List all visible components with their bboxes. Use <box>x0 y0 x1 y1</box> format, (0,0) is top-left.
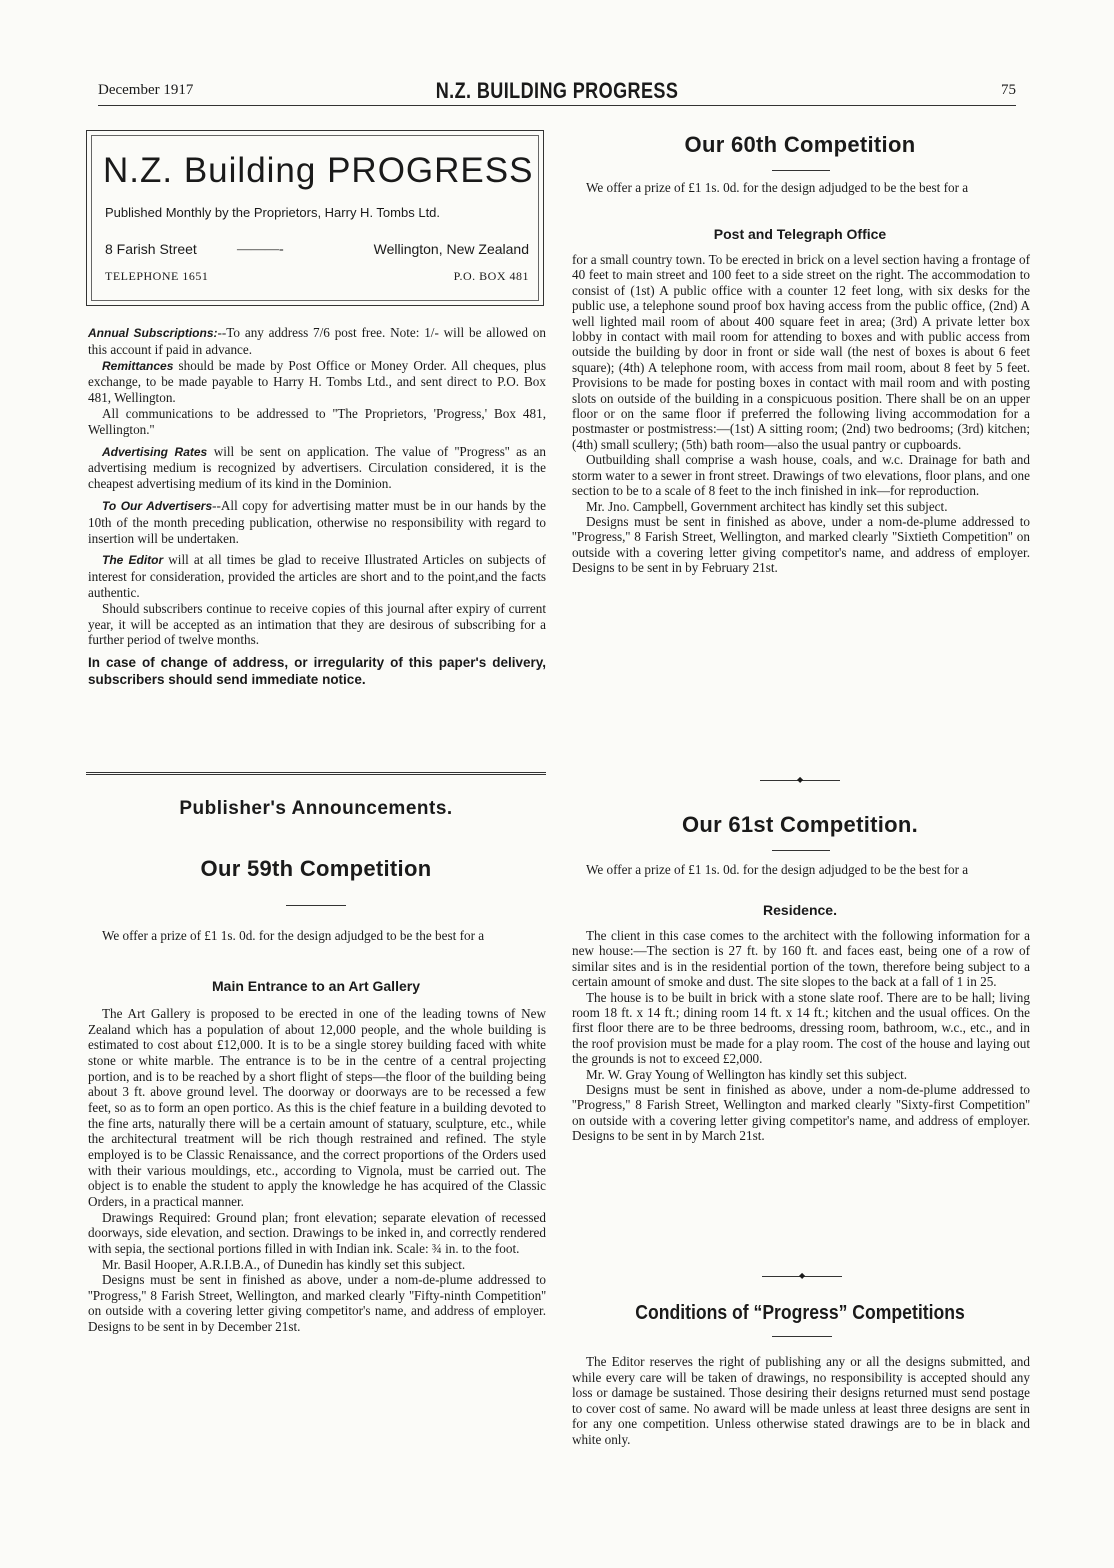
info-box <box>86 130 544 306</box>
comp59-subject: Main Entrance to an Art Gallery <box>212 978 420 994</box>
comp60-rule <box>772 170 830 171</box>
notice-annual: Annual Subscriptions:--To any address 7/6 post free. Note: 1/- will be allowed on this account if paid in advance. <box>88 325 546 357</box>
info-box-title: N.Z. Building PROGRESS <box>103 151 534 190</box>
telephone: TELEPHONE 1651 <box>105 269 209 283</box>
street-address: 8 Farish Street <box>105 241 197 257</box>
comp60-p1: for a small country town. To be erected in brick on a level section having a frontage of 40 feet to main street and 100 feet to a side street on the right. The accommodation to consist of (1st) A public office with a counter 12 feet long, with six desks for the public use, a telephone sound proof box having access from the public office, (2nd) A well lighted mail room of about 400 square feet in area; (3rd) A private letter box lobby in contact with mail room for attending to boxes and with public access from outside the building by door in front or side wall (the nest of boxes is about 6 feet square); (4th) A telephone room, with access from mail room, about 8 feet by 5 feet. Provisions to be made for posting boxes in contact with mail room and with posting slots on outside of the building in a conspicuous position. There shall be on an upper floor or on the same floor if preferred the following living accommodation for a postmaster or postmistress:—(1st) A sitting room; (2nd) two bedrooms; (3rd) kitchen; (4th) small scullery; (5th) bath room—also the usual pantry or cupboards. <box>572 252 1030 452</box>
comp59-p4: Designs must be sent in finished as above, under a nom-de-plume addressed to ''Progress,'' 8 Farish Street, Wellington, and marked clearly ''Fifty-ninth Competition'' on outside with a covering letter giving competitor's name, and address of employer. Designs to be sent in by December 21st. <box>88 1272 546 1335</box>
comp59-p2: Drawings Required: Ground plan; front elevation; separate elevation of recessed doorways, side elevation, and section. Drawings to be inked in, and correctly rendered with sepia, the sectional portions filled in with Indian ink. Scale: ¾ in. to the foot. <box>88 1209 546 1256</box>
running-header <box>98 78 1016 104</box>
section-separator <box>86 772 546 775</box>
comp61-p2: The house is to be built in brick with a stone slate roof. There are to be hall; living room 18 ft. x 14 ft.; dining room 14 ft. x 14 ft.; kitchen and the usual offices. On the first floor there are to be three bedrooms, dressing room, bathroom, w.c., etc., and in the roof provision must be made for a play room. The cost of the house and laying out the grounds is not to exceed £2,000. <box>572 989 1030 1067</box>
comp60-p2: Outbuilding shall comprise a wash house, coals, and w.c. Drainage for bath and storm water to a sewer in front street. Drawings of two elevations, floor plans, and one section to be to a scale of 8 feet to the inch finished in ink—for reproduction. <box>572 452 1030 499</box>
comp60-subject: Post and Telegraph Office <box>713 226 887 242</box>
comp61-rule <box>772 850 830 851</box>
notice-advertisers: To Our Advertisers--All copy for advertising matter must be in our hands by the 10th of the month preceding publication, otherwise no responsibility with regard to insertion will be undertaken. <box>88 497 546 546</box>
conditions-text: The Editor reserves the right of publishing any or all the designs submitted, and while every care will be taken of drawings, no responsibility is accepted should any loss or damage be sustained. Those desiring their designs returned must send postage to cover cost of same. No award will be made unless at least three designs are sent in for any one competition. Unless otherwise stated drawings are to be in black and white only. <box>572 1354 1030 1447</box>
comp59-p1: The Art Gallery is proposed to be erected in one of the leading towns of New Zealand which has a population of about 12,000 people, and the whole building is estimated to cost about £12,000. It is to be a single storey building faced with white stone or white marble. The entrance is to be in the centre of a central projecting portion, and is to be reached by a short flight of steps—the floor of the building being about 3 ft. above ground level. The doorway or doorways are to be recessed a few feet, so as to form an open portico. As this is the chief feature in a building devoted to the fine arts, naturally there will be a certain amount of statuary, sculpture, etc., while the architectural treatment will be rich though restrained and refined. The style employed is to be Classic Renaissance, and the correct proportions of the Orders used with their various mouldings, etc., according to Vignola, must be carried out. The object is to enable the student to apply the knowledge he has acquired of the Classic Orders, in a practical manner. <box>88 1006 546 1209</box>
conditions-heading: Conditions of “Progress” Competitions <box>635 1302 965 1324</box>
po-box: P.O. BOX 481 <box>453 269 529 283</box>
comp60-details <box>572 252 1030 576</box>
comp59-rule <box>286 905 346 906</box>
subscription-notices <box>88 325 546 688</box>
notice-adrates: Advertising Rates will be sent on application. The value of ''Progress'' as an advertising medium is recognized by advertisers. Circulation considered, it is the cheapest advertising medium of its kind in the Dominion. <box>88 443 546 492</box>
comp59-intro: We offer a prize of £1 1s. 0d. for the design adjudged to be the best for a <box>102 928 485 943</box>
comp59-p3: Mr. Basil Hooper, A.R.I.B.A., of Dunedin has kindly set this subject. <box>102 1256 466 1272</box>
comp61-heading: Our 61st Competition. <box>681 812 919 837</box>
comp60-heading: Our 60th Competition <box>684 132 916 157</box>
comp61-intro: We offer a prize of £1 1s. 0d. for the design adjudged to be the best for a <box>586 862 969 877</box>
comp59-heading: Our 59th Competition <box>200 856 432 881</box>
comp61-body <box>572 862 1030 878</box>
notice-subscribers: Should subscribers continue to receive copies of this journal after expiry of current year, it will be accepted as an intimation that they are desirous of subscribing for a further period of twelve months. <box>88 600 546 648</box>
comp61-p1: The client in this case comes to the architect with the following information for a new house:—The section is 27 ft. by 160 ft. and faces east, being one of a row of similar sites and is in the residential portion of the town, therefore being subject to a certain amount of smoke and dust. The site slopes to the back at a fall of 1 in 25. <box>572 928 1030 990</box>
divider-diamond-icon: ◆ <box>797 775 804 784</box>
notice-editor: The Editor will at all times be glad to receive Illustrated Articles on subjects of interest for consideration, provided the articles are short and to the point,and the facts authentic. <box>88 552 546 600</box>
address-dash: ———- <box>237 242 284 257</box>
publisher-line: Published Monthly by the Proprietors, Harry H. Tombs Ltd. <box>105 205 441 220</box>
comp61-details <box>572 928 1030 1144</box>
notice-change-address: In case of change of address, or irregularity of this paper's delivery, subscribers should send immediate notice. <box>88 655 546 688</box>
comp59-body <box>88 928 546 944</box>
comp60-p4: Designs must be sent in finished as above, under a nom-de-plume addressed to ''Progress,'' 8 Farish Street, Wellington, and marked clearly ''Sixtieth Competition'' on outside with a covering letter giving competitor's name, and address of employer. Designs to be sent in by February 21st. <box>572 513 1030 576</box>
page-number: 75 <box>1001 82 1016 98</box>
comp60-p3: Mr. Jno. Campbell, Government architect has kindly set this subject. <box>586 498 948 514</box>
notice-remittances: Remittances should be made by Post Office or Money Order. All cheques, plus exchange, to be made payable to Harry H. Tombs Ltd., and sent direct to P.O. Box 481, Wellington. <box>88 357 546 406</box>
conditions-body <box>572 1354 1030 1447</box>
comp60-body <box>572 180 1030 196</box>
city-address: Wellington, New Zealand <box>373 241 529 257</box>
masthead: N.Z. BUILDING PROGRESS <box>435 78 679 103</box>
header-rule <box>98 105 1016 106</box>
divider-diamond-icon-2: ◆ <box>799 1271 806 1280</box>
publisher-announcements-heading: Publisher's Announcements. <box>179 798 453 819</box>
conditions-rule <box>772 1336 832 1337</box>
issue-date: December 1917 <box>98 82 194 98</box>
comp61-p4: Designs must be sent in finished as above, under a nom-de-plume addressed to ''Progress,'' 8 Farish Street, Wellington and marked clearly ''Sixty-first Competition'' on outside with a covering letter giving competitor's name, and address of employer. Designs to be sent in by March 21st. <box>572 1082 1030 1144</box>
comp61-p3: Mr. W. Gray Young of Wellington has kindly set this subject. <box>586 1066 908 1082</box>
comp59-details <box>88 1006 546 1335</box>
comp60-intro: We offer a prize of £1 1s. 0d. for the design adjudged to be the best for a <box>586 180 969 195</box>
notice-communications: All communications to be addressed to ''The Proprietors, 'Progress,' Box 481, Wellington.'' <box>88 405 546 437</box>
comp61-subject: Residence. <box>763 902 837 918</box>
